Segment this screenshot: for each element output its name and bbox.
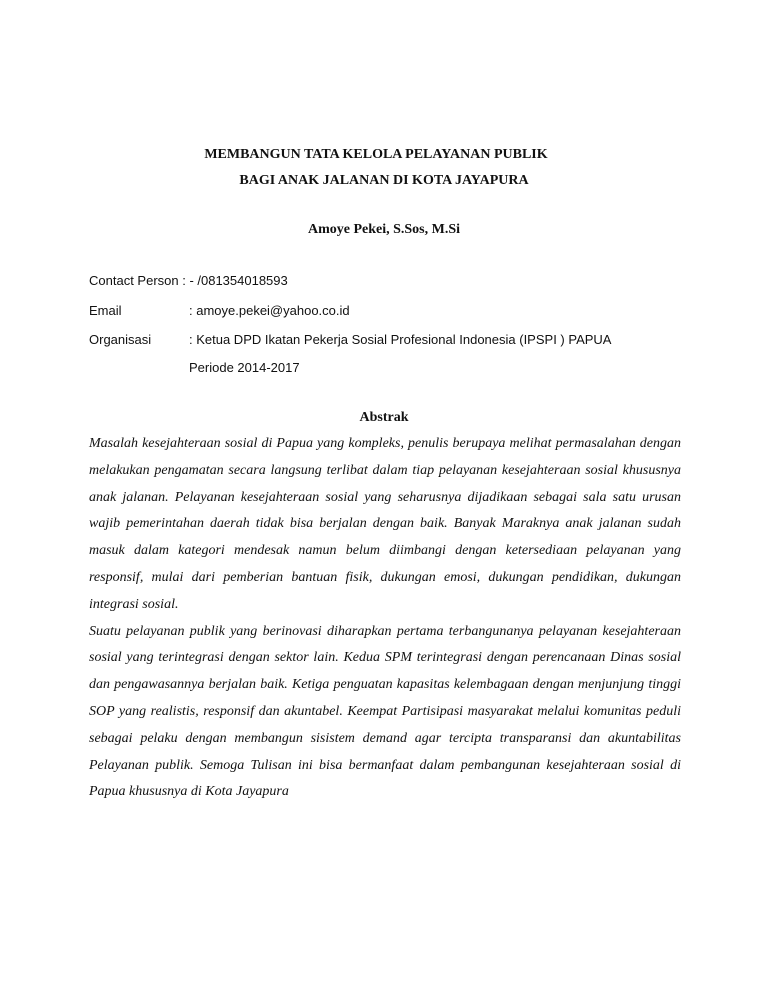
document-title-line-1: MEMBANGUN TATA KELOLA PELAYANAN PUBLIK	[204, 147, 548, 162]
abstract-paragraph-1: Masalah kesejahteraan sosial di Papua yang kompleks, penulis berupaya melihat permasalahan dengan melakukan pengamatan secara langsung terlibat dalam tiap pelayanan kesejahteraan sosial khususnya anak jalanan. Pelayanan kesejahteraan sosial yang seharusnya dijadikaan sebagai sala satu urusan wajib pemerintahan daerah tidak bisa berjalan dengan baik. Banyak Maraknya anak jalanan sudah masuk dalam kategori mendesak namun belum diimbangi dengan ketersediaan pelayanan yang responsif, mulai dari pemberian bantuan fisik, dukungan emosi, dukungan pendidikan, dukungan integrasi sosial.	[89, 436, 681, 612]
organization-label: Organisasi	[89, 332, 152, 347]
period-value: Periode 2014-2017	[189, 360, 300, 375]
email-value: : amoye.pekei@yahoo.co.id	[189, 303, 350, 318]
organization-value: : Ketua DPD Ikatan Pekerja Sosial Profesional Indonesia (IPSPI ) PAPUA	[189, 332, 612, 347]
email-label: Email	[89, 303, 122, 318]
author-name: Amoye Pekei, S.Sos, M.Si	[307, 222, 461, 237]
abstract-body	[89, 431, 681, 806]
abstract-paragraph-2: Suatu pelayanan publik yang berinovasi diharapkan pertama terbangunanya pelayanan kesejahteraan sosial yang terintegrasi dengan sektor lain. Kedua SPM terintegrasi dengan perencanaan Dinas sosial dan pengawasannya berjalan baik. Ketiga penguatan kapasitas kelembagaan dengan menjunjung tinggi SOP yang realistis, responsif dan akuntabel. Keempat Partisipasi masyarakat melalui komunitas peduli sebagai pelaku dengan membangun sisistem demand agar tercipta transparansi dan akuntabilitas Pelayanan publik. Semoga Tulisan ini bisa bermanfaat dalam pembangunan kesejahteraan sosial di Papua khususnya di Kota Jayapura	[89, 623, 681, 800]
abstract-heading: Abstrak	[359, 410, 409, 425]
contact-person-line: Contact Person : - /081354018593	[89, 273, 288, 288]
document-title-line-2: BAGI ANAK JALANAN DI KOTA JAYAPURA	[239, 173, 529, 188]
